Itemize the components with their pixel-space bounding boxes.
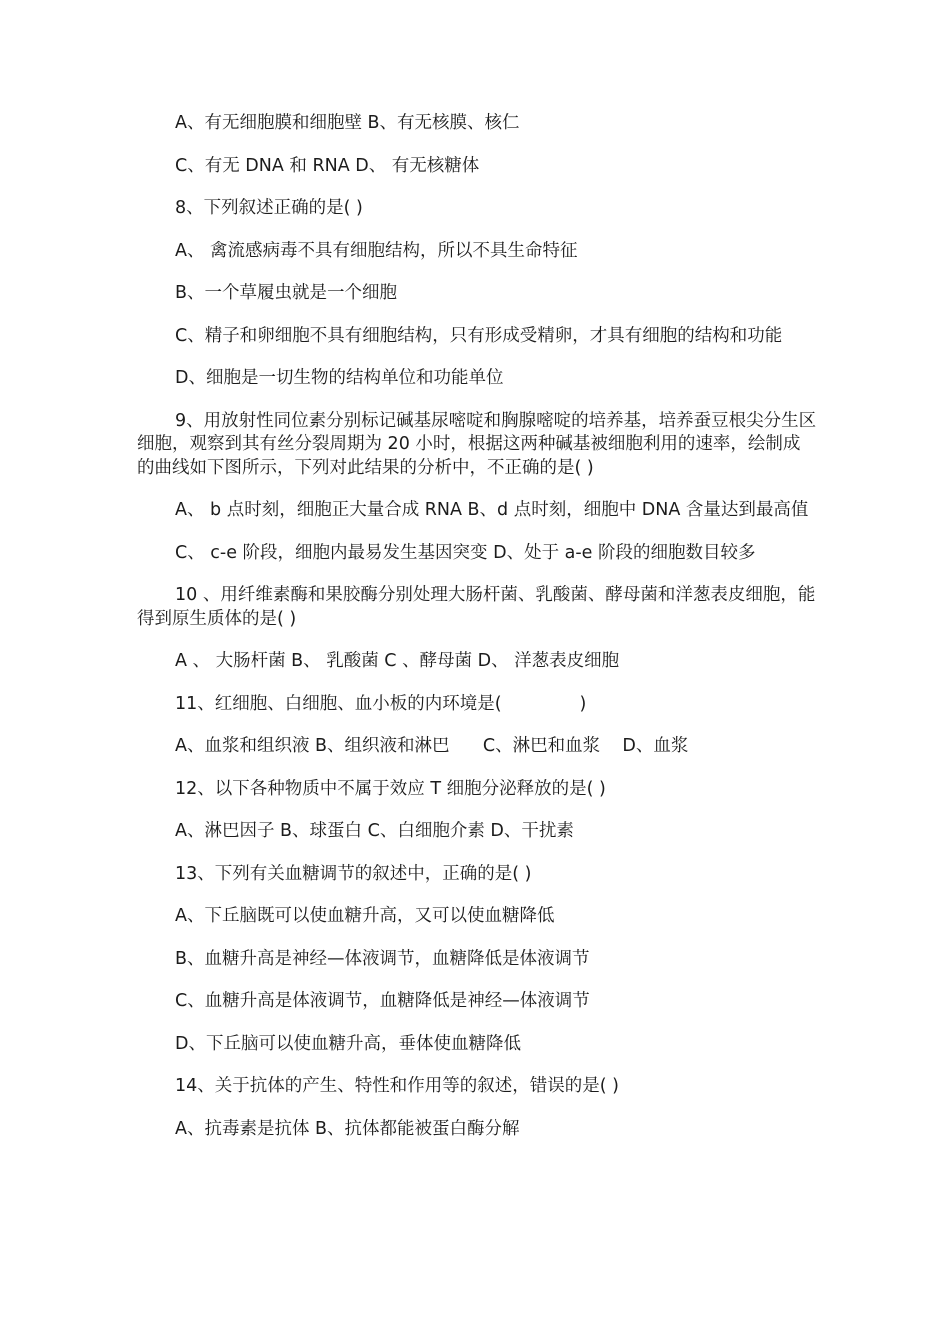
q8-option-d: D、细胞是一切生物的结构单位和功能单位: [175, 368, 504, 388]
q10-stem: 10 、用纤维素酶和果胶酶分别处理大肠杆菌、乳酸菌、酵母菌和洋葱表皮细胞，能得到原生质体的是( ): [137, 585, 816, 629]
q7-options-ab: A、有无细胞膜和细胞壁 B、有无核膜、核仁: [175, 113, 520, 133]
q13-option-d: D、下丘脑可以使血糖升高，垂体使血糖降低: [175, 1033, 521, 1054]
q9-options-cd: C、 c-e 阶段，细胞内最易发生基因突变 D、处于 a-e 阶段的细胞数目较多: [175, 542, 756, 563]
q8-option-c: C、精子和卵细胞不具有细胞结构，只有形成受精卵，才具有细胞的结构和功能: [175, 325, 783, 346]
q13-stem: 13、下列有关血糖调节的叙述中，正确的是( ): [175, 863, 532, 884]
q12-stem: 12、以下各种物质中不属于效应 T 细胞分泌释放的是( ): [175, 778, 606, 799]
q14-stem: 14、关于抗体的产生、特性和作用等的叙述，错误的是( ): [175, 1076, 619, 1096]
q13-option-c: C、血糖升高是体液调节，血糖降低是神经—体液调节: [175, 991, 590, 1011]
document-body: [137, 112, 817, 1160]
q10-options: A 、 大肠杆菌 B、 乳酸菌 C 、酵母菌 D、 洋葱表皮细胞: [175, 651, 620, 671]
q8-option-b: B、一个草履虫就是一个细胞: [175, 283, 398, 303]
q9-options-ab: A、 b 点时刻，细胞正大量合成 RNA B、d 点时刻，细胞中 DNA 含量达到最高值: [175, 500, 809, 520]
q8-option-a: A、 禽流感病毒不具有细胞结构，所以不具生命特征: [175, 240, 578, 261]
q9-stem: 9、用放射性同位素分别标记碱基尿嘧啶和胸腺嘧啶的培养基，培养蚕豆根尖分生区细胞，观察到其有丝分裂周期为 20 小时，根据这两种碱基被细胞利用的速率，绘制成的曲线如下图所示，下列对此结果的分析中，不正确的是( ): [137, 410, 817, 478]
q13-option-b: B、血糖升高是神经—体液调节，血糖降低是体液调节: [175, 948, 590, 969]
q11-options: A、血浆和组织液 B、组织液和淋巴 C、淋巴和血浆 D、血浆: [175, 736, 689, 756]
q8-stem: 8、下列叙述正确的是( ): [175, 198, 363, 218]
q11-stem: 11、红细胞、白细胞、血小板的内环境是( ): [175, 693, 587, 714]
q13-option-a: A、下丘脑既可以使血糖升高，又可以使血糖降低: [175, 906, 555, 926]
q12-options: A、淋巴因子 B、球蛋白 C、白细胞介素 D、干扰素: [175, 821, 574, 841]
q14-options-ab: A、抗毒素是抗体 B、抗体都能被蛋白酶分解: [175, 1118, 520, 1139]
q7-options-cd: C、有无 DNA 和 RNA D、 有无核糖体: [175, 155, 480, 176]
